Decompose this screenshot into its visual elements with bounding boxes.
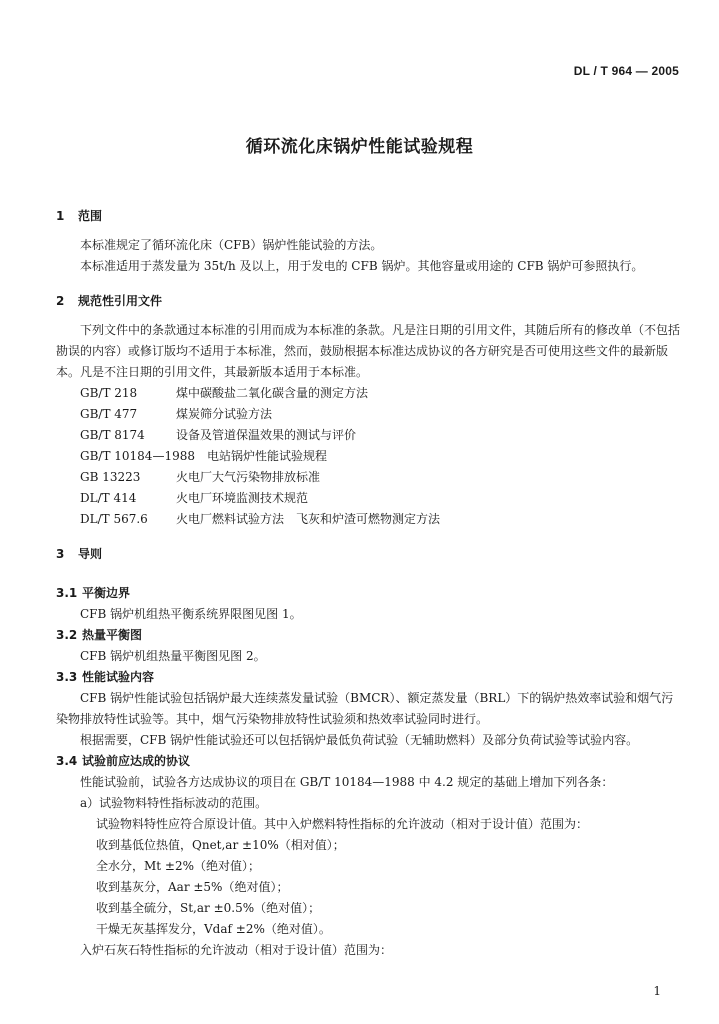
reference-title: 电站锅炉性能试验规程: [207, 449, 328, 463]
subsection-number: 3.3: [56, 670, 78, 684]
section-title: 导则: [78, 547, 103, 561]
paragraph: CFB 锅炉性能试验包括锅炉最大连续蒸发量试验（BMCR）、额定蒸发量（BRL）下的锅炉热效率试验和烟气污染物排放特性试验等。其中，烟气污染物排放特性试验须和热效率试验同时进行。: [56, 691, 674, 726]
spec-item: 收到基低位热值，Qnet,ar ±10%（相对值）；: [96, 838, 345, 852]
reference-title: 煤炭筛分试验方法: [176, 407, 273, 421]
reference-code: DL/T 414: [80, 491, 137, 505]
document-title: 循环流化床锅炉性能试验规程: [245, 137, 474, 157]
reference-code: GB/T 477: [80, 407, 138, 421]
reference-code: GB/T 8174: [80, 428, 145, 442]
reference-code: GB 13223: [80, 470, 141, 484]
section-number: 1: [56, 209, 65, 223]
subsection-title: 热量平衡图: [82, 628, 143, 642]
paragraph: 本标准适用于蒸发量为 35t/h 及以上，用于发电的 CFB 锅炉。其他容量或用途的 CFB 锅炉可参照执行。: [80, 259, 644, 273]
subsection-number: 3.4: [56, 754, 78, 768]
spec-item: 全水分，Mt ±2%（绝对值）；: [96, 859, 261, 873]
subsection-title: 平衡边界: [82, 586, 131, 600]
paragraph: 根据需要，CFB 锅炉性能试验还可以包括锅炉最低负荷试验（无辅助燃料）及部分负荷试验等试验内容。: [80, 733, 639, 747]
section-2-heading: [56, 291, 681, 312]
reference-item: [56, 404, 681, 425]
reference-item: [56, 425, 681, 446]
section-title: 规范性引用文件: [78, 294, 163, 308]
paragraph: 试验物料特性应符合原设计值。其中入炉燃料特性指标的允许波动（相对于设计值）范围为：: [96, 817, 589, 831]
reference-code: GB/T 218: [80, 386, 138, 400]
paragraph: 性能试验前，试验各方达成协议的项目在 GB/T 10184—1988 中 4.2 规定的基础上增加下列各条：: [80, 775, 614, 789]
paragraph: 入炉石灰石特性指标的允许波动（相对于设计值）范围为：: [80, 943, 393, 957]
paragraph: 本标准规定了循环流化床（CFB）锅炉性能试验的方法。: [80, 238, 383, 252]
subsection-title: 性能试验内容: [82, 670, 155, 684]
section-title: 范围: [78, 209, 103, 223]
subsection-number: 3.1: [56, 586, 78, 600]
list-item-a: a）试验物料特性指标波动的范围。: [80, 796, 268, 810]
spec-item: 收到基灰分，Aar ±5%（绝对值）；: [96, 880, 289, 894]
reference-title: 火电厂环境监测技术规范: [176, 491, 309, 505]
section-3-heading: [56, 544, 681, 565]
reference-item: [56, 509, 681, 530]
reference-code: GB/T 10184—1988: [80, 449, 195, 463]
subsection-3-2-heading: [56, 625, 681, 646]
reference-item: [56, 467, 681, 488]
subsection-number: 3.2: [56, 628, 78, 642]
reference-code: DL/T 567.6: [80, 512, 148, 526]
standard-code: DL / T 964 — 2005: [573, 64, 679, 78]
reference-title: 火电厂燃料试验方法 飞灰和炉渣可燃物测定方法: [176, 512, 441, 526]
page-number: 1: [653, 984, 661, 998]
subsection-3-1-heading: [56, 583, 681, 604]
paragraph: CFB 锅炉机组热量平衡图见图 2。: [80, 649, 266, 663]
section-number: 3: [56, 547, 65, 561]
document-body: [56, 206, 681, 961]
subsection-3-4-heading: [56, 751, 681, 772]
reference-item: [56, 488, 681, 509]
paragraph: 下列文件中的条款通过本标准的引用而成为本标准的条款。凡是注日期的引用文件，其随后所有的修改单（不包括勘误的内容）或修订版均不适用于本标准，然而，鼓励根据本标准达成协议的各方研究是否可使用这些文件的最新版本。凡是不注日期的引用文件，其最新版本适用于本标准。: [56, 323, 681, 379]
reference-item: [56, 446, 681, 467]
subsection-3-3-heading: [56, 667, 681, 688]
section-number: 2: [56, 294, 65, 308]
spec-item: 干燥无灰基挥发分，Vdaf ±2%（绝对值）。: [96, 922, 331, 936]
reference-title: 设备及管道保温效果的测试与评价: [176, 428, 357, 442]
paragraph: CFB 锅炉机组热平衡系统界限图见图 1。: [80, 607, 302, 621]
subsection-title: 试验前应达成的协议: [82, 754, 191, 768]
spec-item: 收到基全硫分，St,ar ±0.5%（绝对值）；: [96, 901, 321, 915]
section-1-heading: [56, 206, 681, 227]
reference-title: 火电厂大气污染物排放标准: [176, 470, 321, 484]
reference-item: [56, 383, 681, 404]
reference-title: 煤中碳酸盐二氧化碳含量的测定方法: [176, 386, 369, 400]
